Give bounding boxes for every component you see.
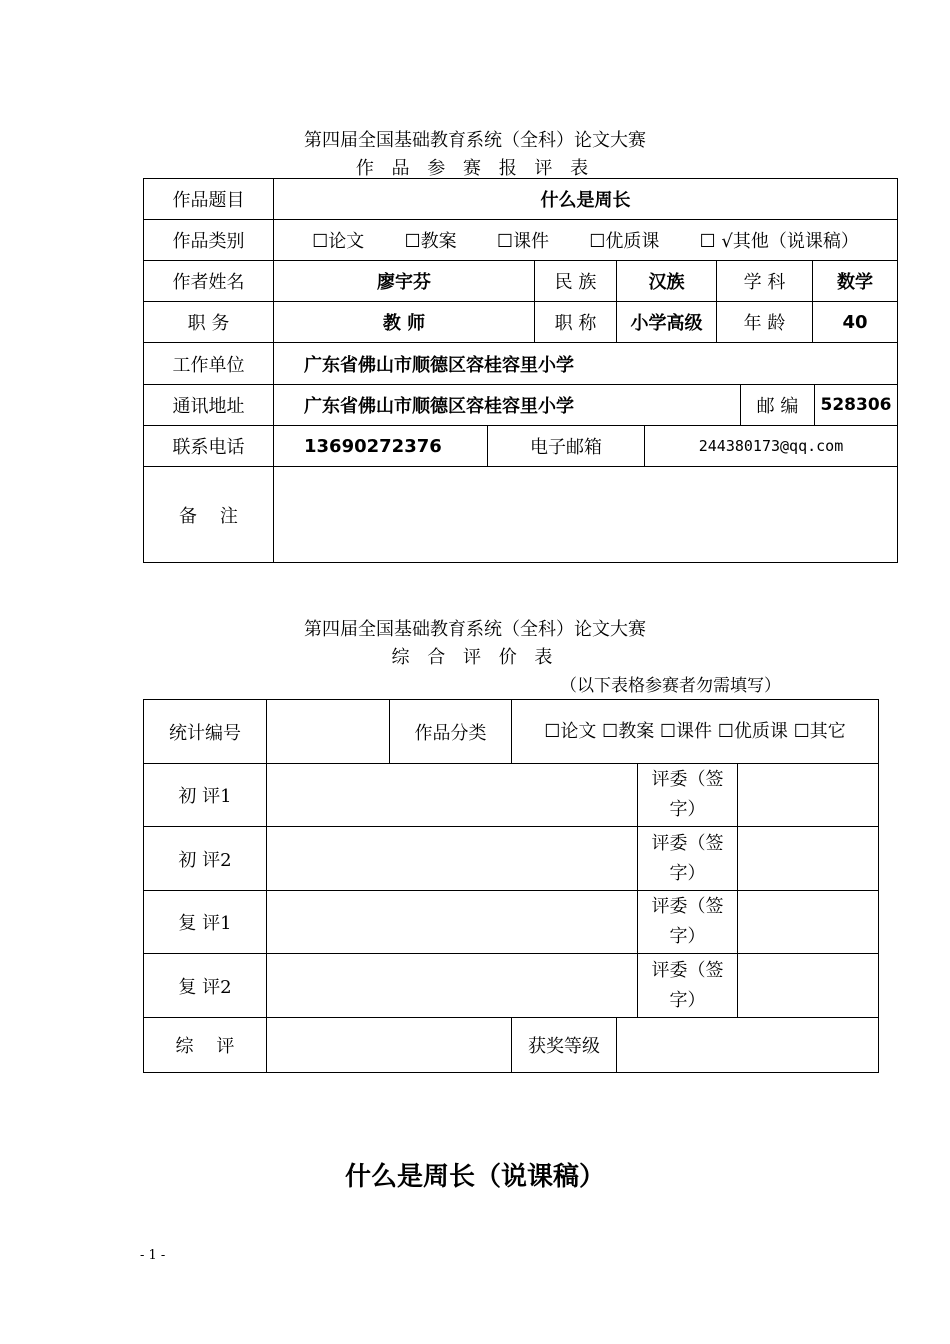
address-label: 通讯地址 xyxy=(172,396,245,417)
age-label: 年 龄 xyxy=(743,313,786,334)
email-label: 电子邮箱 xyxy=(530,437,602,458)
work-category-options[interactable]: ☐论文 ☐教案 ☐课件 ☐优质课 ☐其它 xyxy=(544,720,846,742)
workplace-label: 工作单位 xyxy=(172,354,245,376)
summary-value[interactable] xyxy=(267,1018,511,1072)
subject-value: 数学 xyxy=(837,272,873,293)
subject-label: 学 科 xyxy=(743,272,786,293)
remarks-value[interactable] xyxy=(274,467,897,562)
ethnicity-value: 汉族 xyxy=(648,272,685,293)
work-category-label: 作品分类 xyxy=(414,722,487,744)
author-label: 作者姓名 xyxy=(172,272,245,293)
award-level-label: 获奖等级 xyxy=(528,1036,600,1057)
category-option-courseware[interactable]: ☐课件 xyxy=(496,231,549,252)
review-row-label: 初 评1 xyxy=(178,786,232,807)
remarks-label: 备 注 xyxy=(179,505,238,527)
stat-no-value[interactable] xyxy=(267,700,389,763)
form2-note: （以下表格参赛者勿需填写） xyxy=(560,676,781,696)
age-value: 40 xyxy=(842,311,868,333)
position-value: 教 师 xyxy=(382,313,426,334)
review-row-signer-label: 评委（签字） xyxy=(651,832,724,884)
review-row-signature[interactable] xyxy=(738,891,878,953)
review-row-signer-label: 评委（签字） xyxy=(651,769,724,820)
category-option-other[interactable]: ☐ √其他（说课稿） xyxy=(699,231,859,252)
category-label: 作品类别 xyxy=(172,231,245,252)
category-option-lesson-plan[interactable]: ☐教案 xyxy=(404,231,457,252)
entry-form-table xyxy=(143,178,898,563)
phone-label: 联系电话 xyxy=(172,437,245,458)
ethnicity-label: 民 族 xyxy=(554,272,597,293)
rank-label: 职 称 xyxy=(554,313,597,334)
address-value: 广东省佛山市顺德区容桂容里小学 xyxy=(304,396,574,417)
title-label: 作品题目 xyxy=(172,190,245,211)
stat-no-label: 统计编号 xyxy=(169,722,241,744)
form2-heading-2: 综 合 评 价 表 xyxy=(391,647,559,668)
award-level-value[interactable] xyxy=(617,1018,878,1072)
category-option-quality-class[interactable]: ☐优质课 xyxy=(589,231,660,252)
review-row-comment[interactable] xyxy=(267,891,637,953)
category-options[interactable] xyxy=(274,220,897,260)
evaluation-table xyxy=(143,699,879,1073)
review-row-signature[interactable] xyxy=(738,954,878,1017)
review-row-signature[interactable] xyxy=(738,764,878,826)
email-value: 244380173@qq.com xyxy=(698,437,844,455)
review-row-comment[interactable] xyxy=(267,954,637,1017)
form2-heading-1: 第四届全国基础教育系统（全科）论文大赛 xyxy=(304,619,646,640)
phone-value: 13690272376 xyxy=(304,435,442,457)
review-row-label: 初 评2 xyxy=(178,849,232,871)
category-option-paper[interactable]: ☐论文 xyxy=(312,231,365,252)
review-row-signature[interactable] xyxy=(738,827,878,890)
review-row-signer-label: 评委（签字） xyxy=(651,896,724,947)
page-number: - 1 - xyxy=(140,1248,166,1263)
summary-label: 综 评 xyxy=(175,1036,235,1057)
review-row-signer-label: 评委（签字） xyxy=(651,959,724,1011)
review-row-label: 复 评1 xyxy=(178,913,232,934)
review-row-label: 复 评2 xyxy=(178,976,232,998)
review-row-comment[interactable] xyxy=(267,827,637,890)
position-label: 职 务 xyxy=(187,313,230,334)
form1-heading-2: 作 品 参 赛 报 评 表 xyxy=(355,158,595,179)
review-row-comment[interactable] xyxy=(267,764,637,826)
rank-value: 小学高级 xyxy=(630,313,703,334)
postcode-label: 邮 编 xyxy=(756,396,799,417)
workplace-value: 广东省佛山市顺德区容桂容里小学 xyxy=(304,354,574,376)
form1-heading-1: 第四届全国基础教育系统（全科）论文大赛 xyxy=(304,130,646,151)
document-title: 什么是周长（说课稿） xyxy=(344,1162,605,1192)
postcode-value: 528306 xyxy=(820,395,892,415)
title-value: 什么是周长 xyxy=(540,190,631,211)
author-value: 廖宇芬 xyxy=(377,272,431,293)
